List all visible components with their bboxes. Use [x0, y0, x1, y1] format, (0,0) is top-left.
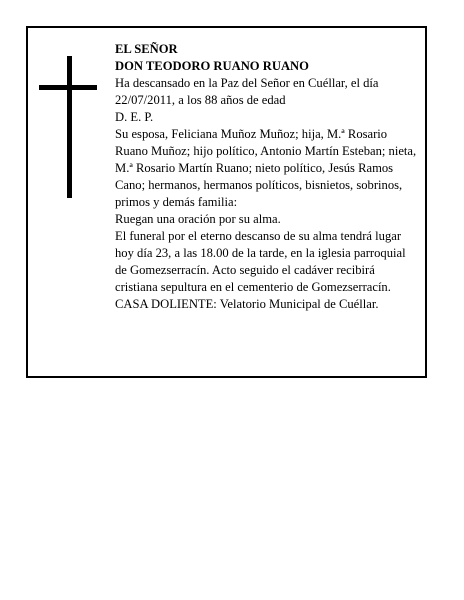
- dep-line: D. E. P.: [115, 110, 154, 124]
- notice-body: [115, 41, 417, 313]
- obituary-notice: [26, 26, 427, 378]
- prayer-request: Ruegan una oración por su alma.: [115, 212, 281, 226]
- death-announcement: Ha descansado en la Paz del Señor en Cuéllar, el día 22/07/2011, a los 88 años de edad: [115, 76, 379, 107]
- funeral-details: El funeral por el eterno descanso de su alma tendrá lugar hoy día 23, a las 18.00 de la tarde, en la iglesia parroquial de Gomezserracín. Acto seguido el cadáver recibirá cristiana sepultura en el cementerio de Gomezserracín.: [115, 229, 406, 294]
- deceased-name: DON TEODORO RUANO RUANO: [115, 59, 309, 73]
- casa-doliente: CASA DOLIENTE: Velatorio Municipal de Cuéllar.: [115, 297, 379, 311]
- cross-vertical-bar: [67, 56, 72, 198]
- family-list: Su esposa, Feliciana Muñoz Muñoz; hija, M.ª Rosario Ruano Muñoz; hijo político, Antonio Martín Esteban; nieta, M.ª Rosario Martín Ruano; nieto político, Jesús Ramos Cano; hermanos, hermanos políticos, bisnietos, sobrinos, primos y demás familia:: [115, 127, 417, 209]
- title-honorific: EL SEÑOR: [115, 42, 178, 56]
- cross-horizontal-bar: [39, 85, 97, 90]
